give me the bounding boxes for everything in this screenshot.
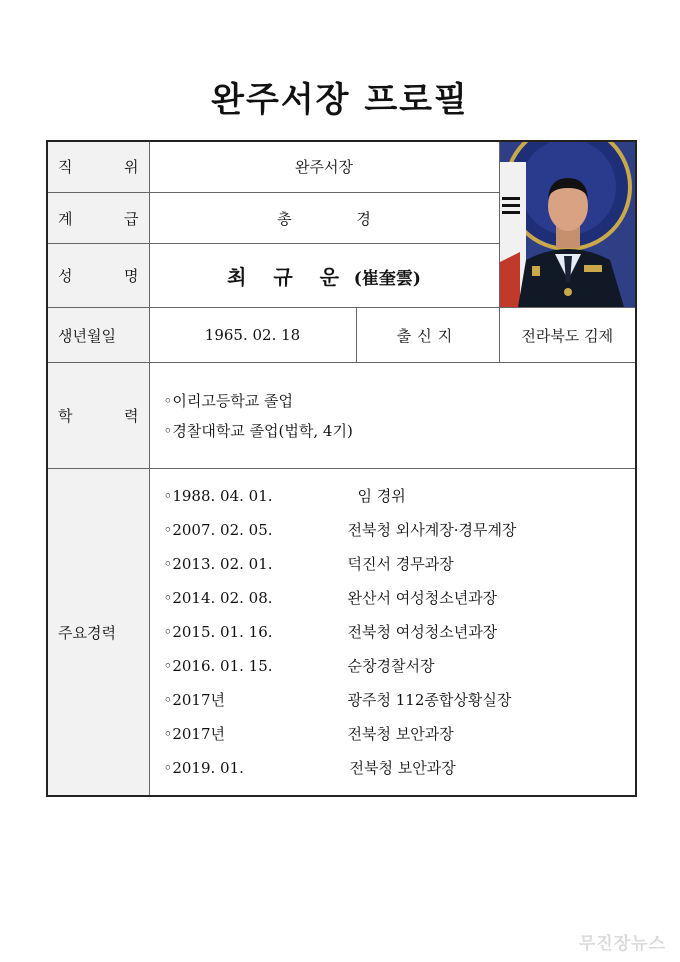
career-label: 주요경력 xyxy=(47,469,149,797)
name-value xyxy=(149,244,499,308)
birth-value: 1965. 02. 18 xyxy=(149,308,356,363)
rank-value: 총 경 xyxy=(149,192,499,243)
career-date: ◦2014. 02. 08. xyxy=(163,589,273,607)
career-date: ◦2016. 01. 15. xyxy=(163,657,273,675)
career-date: ◦2013. 02. 01. xyxy=(163,555,273,573)
rank-label: 계 급 xyxy=(47,192,149,243)
career-date: ◦1988. 04. 01. xyxy=(163,487,273,505)
officer-portrait-icon xyxy=(500,142,635,307)
career-date: ◦2017년 xyxy=(163,725,226,743)
hometown-label: 출신지 xyxy=(356,308,499,363)
page-title: 완주서장 프로필 xyxy=(211,80,469,120)
career-item xyxy=(164,751,636,785)
hometown-value: 전라북도 김제 xyxy=(499,308,636,363)
career-position: 덕진서 경무과장 xyxy=(347,555,454,573)
profile-photo xyxy=(499,141,636,308)
career-date: ◦2019. 01. xyxy=(163,759,244,777)
career-position: 광주청 112종합상황실장 xyxy=(347,691,512,709)
career-list xyxy=(149,469,636,797)
career-position: 전북청 보안과장 xyxy=(349,759,456,777)
career-item xyxy=(164,513,636,547)
education-label: 학 력 xyxy=(47,363,149,469)
career-item xyxy=(164,683,636,717)
career-item xyxy=(164,479,636,513)
career-date: ◦2017년 xyxy=(163,691,226,709)
name-hanja: (崔奎雲) xyxy=(353,269,421,290)
watermark: 무진장뉴스 xyxy=(578,934,666,954)
position-value: 완주서장 xyxy=(149,141,499,192)
career-item xyxy=(164,581,636,615)
name-korean: 최 규 운 xyxy=(227,265,349,290)
career-date: ◦2007. 02. 05. xyxy=(163,521,273,539)
career-position: 전북청 보안과장 xyxy=(347,725,454,743)
career-date: ◦2015. 01. 16. xyxy=(163,623,273,641)
education-list xyxy=(149,363,636,469)
education-item: ◦이리고등학교 졸업 xyxy=(163,391,294,410)
name-label: 성 명 xyxy=(47,244,149,308)
career-item xyxy=(164,615,636,649)
career-item xyxy=(164,717,636,751)
career-position: 완산서 여성청소년과장 xyxy=(347,589,498,607)
profile-table xyxy=(46,140,637,797)
position-label: 직 위 xyxy=(47,141,149,192)
career-position: 순창경찰서장 xyxy=(347,657,435,675)
birth-label: 생년월일 xyxy=(47,308,149,363)
career-item xyxy=(164,649,636,683)
career-item xyxy=(164,547,636,581)
career-position: 전북청 외사계장·경무계장 xyxy=(347,521,517,539)
career-position: 전북청 여성청소년과장 xyxy=(347,623,498,641)
education-item: ◦경찰대학교 졸업(법학, 4기) xyxy=(163,421,353,440)
career-position: 임 경위 xyxy=(357,487,406,505)
